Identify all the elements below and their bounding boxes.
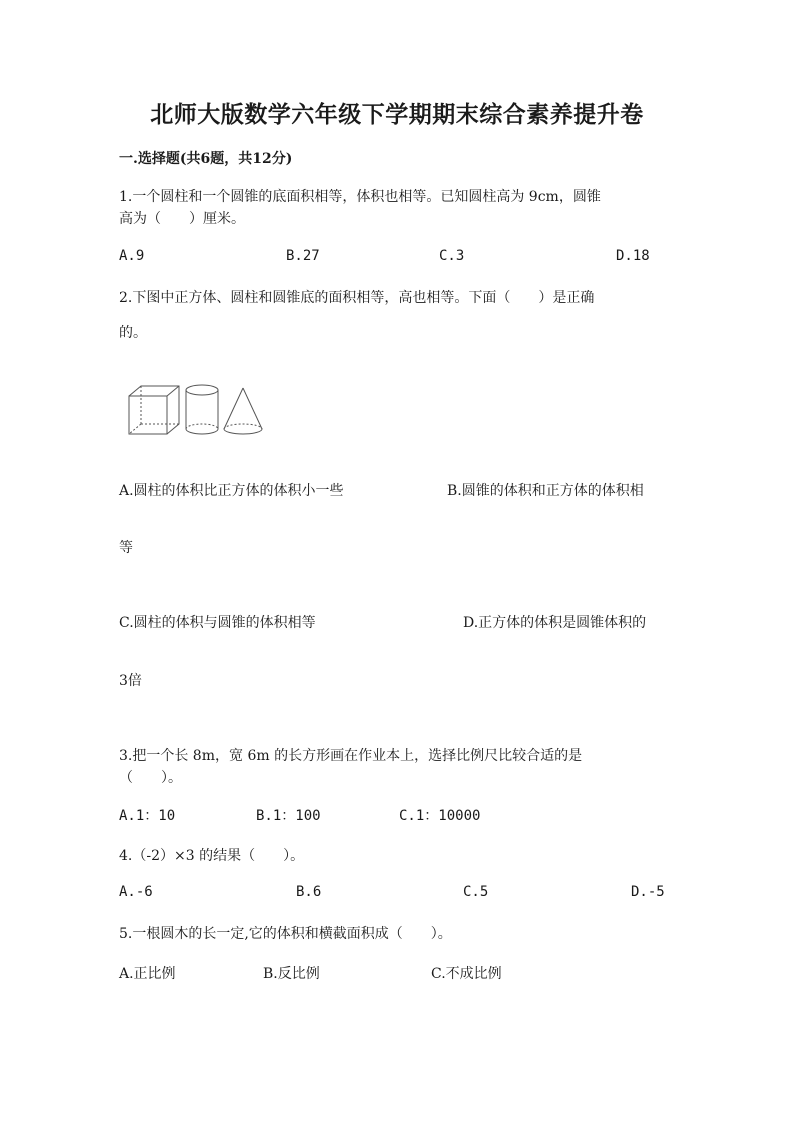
cone-shape bbox=[224, 388, 262, 434]
solids-figure bbox=[127, 382, 267, 438]
question-3-option-c: C.1：10000 bbox=[399, 808, 481, 824]
question-2-option-c: C.圆柱的体积与圆锥的体积相等 bbox=[119, 615, 316, 631]
cylinder-shape bbox=[186, 385, 218, 434]
question-4-text: 4.（-2）×3 的结果（ ）。 bbox=[119, 848, 305, 864]
question-4-option-d: D.-5 bbox=[631, 884, 665, 900]
question-2-option-b-continued: 等 bbox=[119, 540, 133, 556]
question-4-option-b: B.6 bbox=[296, 884, 322, 900]
question-2-text-line-1: 2.下图中正方体、圆柱和圆锥底的面积相等，高也相等。下面（ ）是正确 bbox=[119, 290, 595, 306]
question-2-text-line-2: 的。 bbox=[119, 325, 147, 341]
question-3-option-b: B.1：100 bbox=[256, 808, 321, 824]
question-1-text-line-2: 高为（ ）厘米。 bbox=[119, 211, 245, 227]
cube-shape bbox=[129, 386, 179, 434]
section-heading: 一.选择题(共6题，共12分) bbox=[119, 151, 293, 167]
question-3-text-line-2: （ ）。 bbox=[119, 770, 182, 786]
page-title: 北师大版数学六年级下学期期末综合素养提升卷 bbox=[150, 101, 644, 128]
question-1-option-d: D.18 bbox=[616, 248, 650, 264]
question-5-option-b: B.反比例 bbox=[263, 966, 320, 982]
question-1-option-c: C.3 bbox=[439, 248, 465, 264]
question-4-option-a: A.-6 bbox=[119, 884, 153, 900]
question-1-option-b: B.27 bbox=[286, 248, 320, 264]
question-2-option-d: D.正方体的体积是圆锥体积的 bbox=[463, 615, 647, 631]
question-5-option-c: C.不成比例 bbox=[431, 966, 502, 982]
question-1-text-line-1: 1.一个圆柱和一个圆锥的底面积相等，体积也相等。已知圆柱高为 9cm，圆锥 bbox=[119, 189, 601, 205]
question-5-text: 5.一根圆木的长一定,它的体积和横截面积成（ ）。 bbox=[119, 926, 452, 942]
question-5-option-a: A.正比例 bbox=[119, 966, 176, 982]
question-3-option-a: A.1：10 bbox=[119, 808, 176, 824]
question-2-option-a: A.圆柱的体积比正方体的体积小一些 bbox=[119, 483, 344, 499]
question-4-option-c: C.5 bbox=[463, 884, 489, 900]
question-2-option-d-continued: 3倍 bbox=[119, 673, 142, 689]
question-3-text-line-1: 3.把一个长 8m，宽 6m 的长方形画在作业本上，选择比例尺比较合适的是 bbox=[119, 748, 583, 764]
question-1-option-a: A.9 bbox=[119, 248, 145, 264]
question-2-option-b: B.圆锥的体积和正方体的体积相 bbox=[447, 483, 644, 499]
